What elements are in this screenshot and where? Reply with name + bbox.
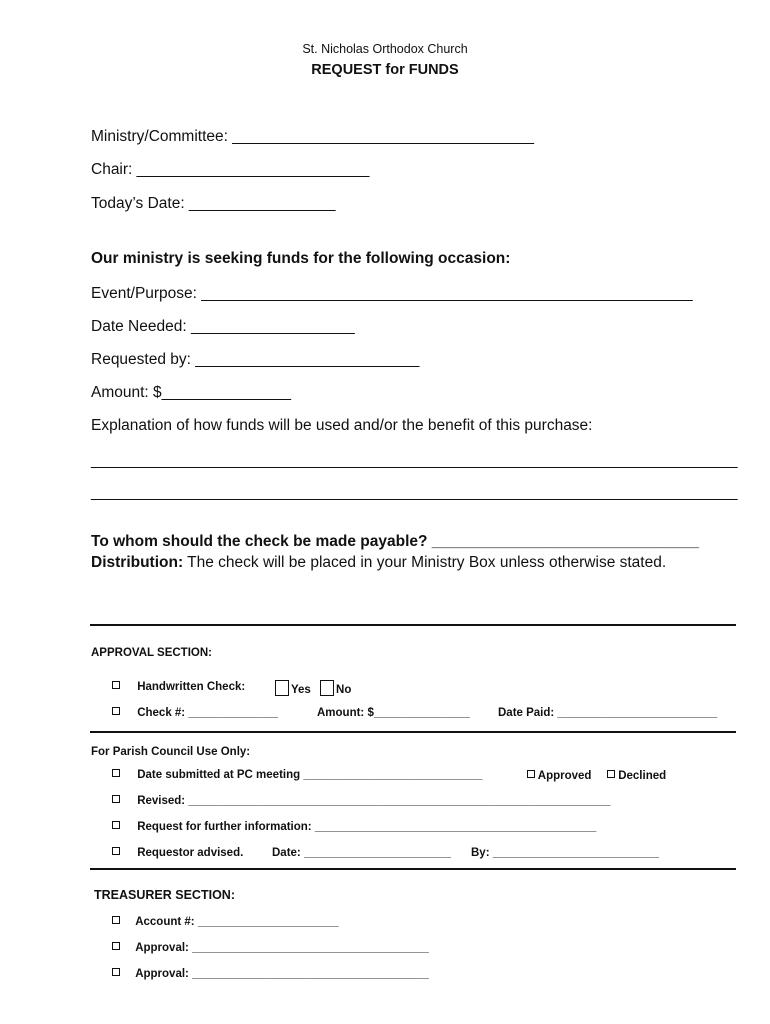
revised-field[interactable]: Revised: __________________________________________________________________ (137, 795, 611, 807)
checkbox-icon[interactable] (112, 968, 120, 976)
checkbox-icon[interactable] (112, 916, 120, 924)
approval-heading: APPROVAL SECTION: (91, 647, 212, 659)
checkbox-icon[interactable] (112, 942, 120, 950)
requestor-advised-label: Requestor advised. (137, 847, 244, 859)
check-number-row[interactable] (112, 707, 278, 719)
requested-by-field[interactable]: Requested by: __________________________ (91, 351, 420, 368)
approved-option[interactable] (527, 770, 591, 782)
distribution-text: The check will be placed in your Ministry Box unless otherwise stated. (183, 554, 667, 571)
checkbox-icon[interactable] (112, 681, 120, 689)
explanation-line-1[interactable]: ___________________________________________________________________________ (91, 452, 738, 469)
approval-2-field[interactable]: Approval: _____________________________________ (135, 968, 429, 980)
approval-2-row[interactable] (112, 968, 429, 980)
approval-1-field[interactable]: Approval: _____________________________________ (135, 942, 429, 954)
approved-label: Approved (537, 770, 592, 782)
advised-by-field[interactable]: By: __________________________ (471, 847, 660, 859)
date-submitted-row[interactable] (112, 769, 482, 781)
event-purpose-field[interactable]: Event/Purpose: _________________________________________________________ (91, 285, 693, 302)
date-needed-field[interactable]: Date Needed: ___________________ (91, 318, 355, 335)
yes-label: Yes (291, 684, 311, 696)
todays-date-field[interactable]: Today’s Date: _________________ (91, 195, 336, 212)
advised-date-field[interactable]: Date: _______________________ (272, 847, 452, 859)
council-heading: For Parish Council Use Only: (91, 746, 251, 758)
checkbox-icon[interactable] (112, 707, 120, 715)
further-info-field[interactable]: Request for further information: ____________________________________________ (137, 821, 597, 833)
further-info-row[interactable] (112, 821, 596, 833)
declined-label: Declined (618, 770, 667, 782)
yes-checkbox-icon[interactable] (275, 680, 289, 696)
occasion-heading: Our ministry is seeking funds for the following occasion: (91, 250, 511, 267)
explanation-label: Explanation of how funds will be used and/or the benefit of this purchase: (91, 417, 593, 434)
chair-field[interactable]: Chair: ___________________________ (91, 161, 370, 178)
section-divider (90, 868, 736, 870)
approval-amount-field[interactable]: Amount: $_______________ (317, 707, 470, 719)
checkbox-icon[interactable] (112, 769, 120, 777)
requestor-advised-row[interactable] (112, 847, 243, 859)
checkbox-icon[interactable] (112, 795, 120, 803)
account-field[interactable]: Account #: ______________________ (135, 916, 339, 928)
section-divider (90, 731, 736, 733)
checkbox-icon[interactable] (112, 847, 120, 855)
approved-checkbox-icon[interactable] (527, 770, 535, 778)
page-title: REQUEST for FUNDS (311, 62, 459, 78)
no-checkbox-icon[interactable] (320, 680, 334, 696)
checkbox-icon[interactable] (112, 821, 120, 829)
date-submitted-field[interactable]: Date submitted at PC meeting ____________________________ (137, 769, 483, 781)
section-divider (90, 624, 736, 626)
explanation-line-2[interactable]: ___________________________________________________________________________ (91, 484, 738, 501)
yes-option[interactable] (275, 680, 351, 696)
payable-field[interactable]: To whom should the check be made payable? _______________________________ (91, 533, 700, 550)
declined-option[interactable] (607, 770, 666, 782)
handwritten-check-row (112, 681, 245, 693)
approval-1-row[interactable] (112, 942, 429, 954)
date-paid-field[interactable]: Date Paid: _________________________ (498, 707, 718, 719)
no-label: No (336, 684, 352, 696)
distribution-note (91, 554, 666, 572)
distribution-label: Distribution: (91, 554, 184, 571)
account-row[interactable] (112, 916, 339, 928)
amount-field[interactable]: Amount: $_______________ (91, 384, 291, 401)
revised-row[interactable] (112, 795, 610, 807)
church-name: St. Nicholas Orthodox Church (302, 42, 468, 56)
check-number-field[interactable]: Check #: ______________ (137, 707, 278, 719)
ministry-field[interactable]: Ministry/Committee: ___________________________________ (91, 128, 534, 145)
handwritten-label: Handwritten Check: (137, 681, 246, 693)
declined-checkbox-icon[interactable] (607, 770, 615, 778)
treasurer-heading: TREASURER SECTION: (94, 888, 235, 902)
